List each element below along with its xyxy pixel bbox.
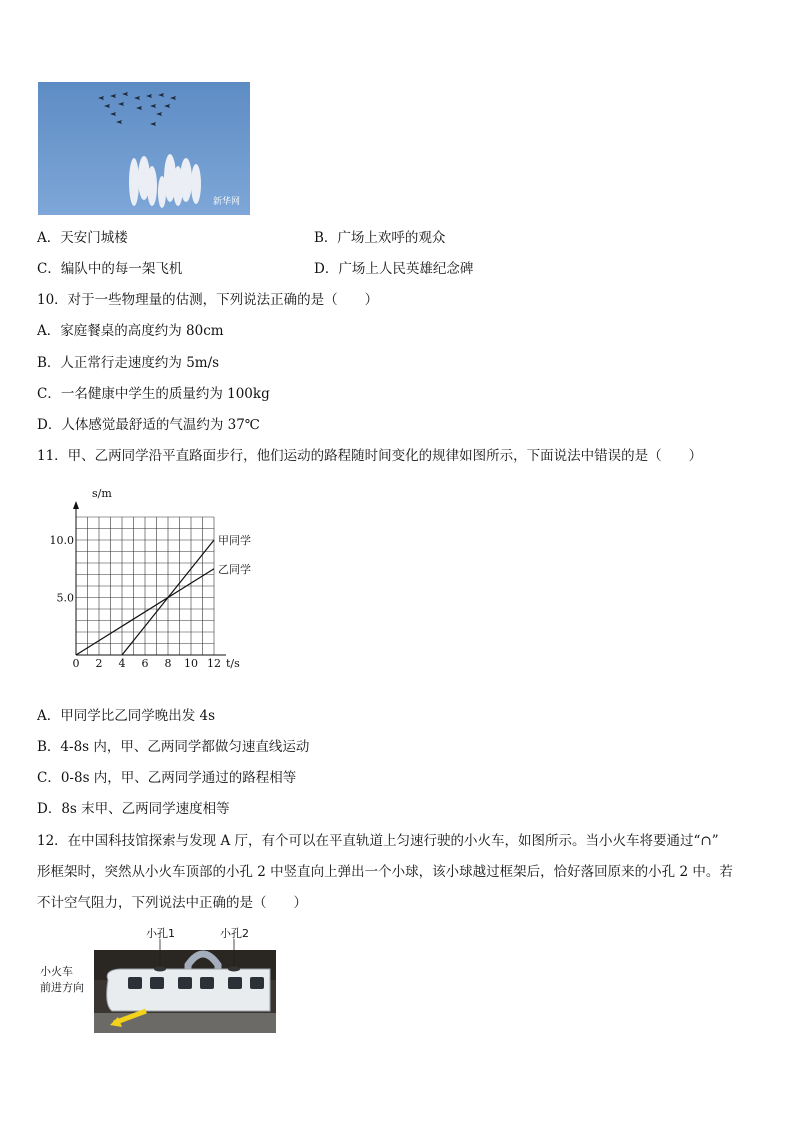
toy-train-figure (38, 925, 278, 1035)
x-tick-label: 10 (184, 657, 198, 670)
q9-option-d: D．广场上人民英雄纪念碑 (314, 261, 474, 277)
hole-1-label: 小孔1 (146, 927, 175, 940)
q11-option-a: A．甲同学比乙同学晚出发 4s (37, 708, 216, 724)
x-tick-label: 6 (141, 657, 149, 670)
q11-option-d: D．8s 末甲、乙两同学速度相等 (37, 801, 230, 817)
x-tick-label: 12 (207, 657, 221, 670)
q9-option-a: A．天安门城楼 (37, 230, 128, 246)
q11-stem: 11．甲、乙两同学沿平直路面步行，他们运动的路程随时间变化的规律如图所示，下面说法中错误的是（ ） (37, 448, 703, 464)
direction-label-line1: 小火车 (40, 965, 73, 978)
q10-stem: 10．对于一些物理量的估测，下列说法正确的是（ ） (37, 292, 379, 308)
hole-1-marker (154, 967, 166, 972)
direction-label-line2: 前进方向 (40, 981, 84, 994)
x-tick-label: 4 (118, 657, 126, 670)
q10-option-b: B．人正常行走速度约为 5m/s (37, 355, 220, 371)
q11-option-c: C．0-8s 内，甲、乙两同学通过的路程相等 (37, 770, 297, 786)
x-tick-label: 2 (95, 657, 103, 670)
y-axis-label: s/m (92, 488, 112, 500)
q12-stem-line1: 12．在中国科技馆探索与发现 A 厅，有个可以在平直轨道上匀速行驶的小火车，如图所示。当小火车将要通过“∩” (37, 833, 719, 849)
hole-2-label: 小孔2 (220, 927, 249, 940)
watermark-text: 新华网 (213, 196, 241, 206)
q12-stem-line2: 形框架时，突然从小火车顶部的小孔 2 中竖直向上弹出一个小球，该小球越过框架后，恰好落回原来的小孔 2 中。若 (37, 864, 733, 880)
series-label-2: 乙同学 (218, 562, 251, 576)
y-tick-label: 10.0 (49, 534, 74, 547)
q10-option-c: C．一名健康中学生的质量约为 100kg (37, 386, 270, 402)
q9-option-b: B．广场上欢呼的观众 (314, 230, 446, 246)
formation-flight-photo (38, 82, 250, 215)
train-body (107, 969, 270, 1011)
distance-time-chart (46, 488, 276, 678)
y-tick-label: 5.0 (56, 591, 74, 605)
hole-2-marker (228, 967, 240, 972)
x-tick-label: 8 (164, 657, 172, 670)
series-label-1: 甲同学 (218, 534, 251, 547)
q11-option-b: B．4-8s 内，甲、乙两同学都做匀速直线运动 (37, 739, 310, 755)
q10-option-a: A．家庭餐桌的高度约为 80cm (37, 323, 224, 339)
x-axis-label: t/s (226, 657, 240, 670)
y-axis-arrow (73, 501, 79, 509)
x-tick-label: 0 (72, 657, 80, 670)
q12-stem-line3: 不计空气阻力，下列说法中正确的是（ ） (37, 895, 307, 911)
q10-option-d: D．人体感觉最舒适的气温约为 37℃ (37, 417, 260, 433)
q9-option-c: C．编队中的每一架飞机 (37, 261, 183, 277)
